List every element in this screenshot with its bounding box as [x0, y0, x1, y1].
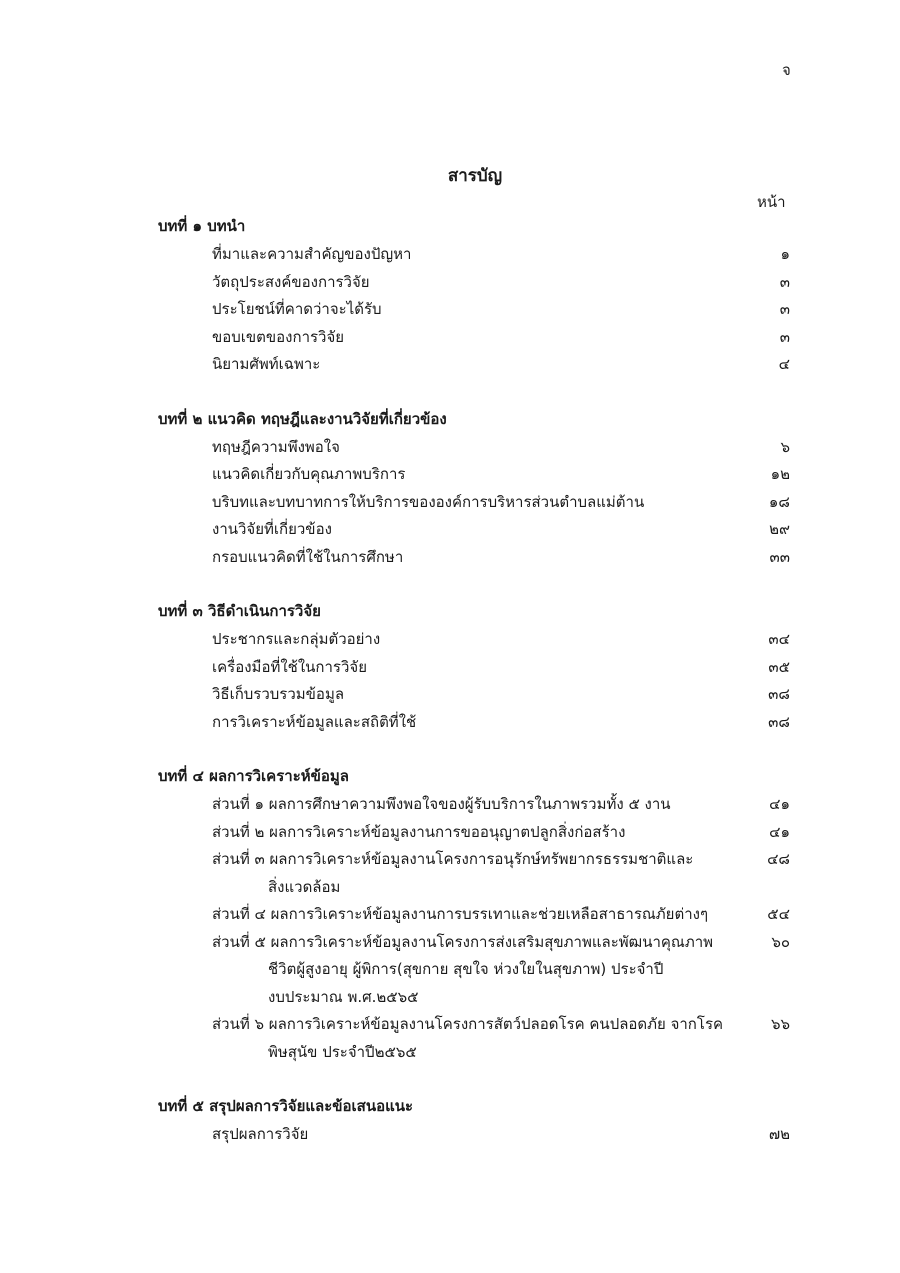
toc-entry-title	[212, 654, 730, 682]
toc-entry	[158, 1011, 790, 1066]
toc-entry-page: ๖๖	[770, 1015, 790, 1033]
chapter-heading: บทที่ ๒ แนวคิด ทฤษฎีและงานวิจัยที่เกี่ยวข้อง	[158, 409, 447, 428]
toc-entry-title	[212, 461, 730, 489]
toc-entry	[158, 296, 790, 324]
toc-entry	[158, 901, 790, 929]
toc-entry-line: งบประมาณ พ.ศ.๒๕๖๕	[268, 987, 419, 1006]
toc-entry	[158, 709, 790, 737]
toc-entry-page: ๗๒	[768, 1125, 790, 1143]
chapter-section	[158, 1093, 790, 1149]
chapter-heading: บทที่ ๕ สรุปผลการวิจัยและข้อเสนอแนะ	[158, 1097, 414, 1115]
page-number: จ	[782, 61, 791, 79]
chapter-heading: บทที่ ๓ วิธีดำเนินการวิจัย	[158, 602, 321, 620]
toc-entry-page: ๔๑	[769, 822, 790, 841]
toc-entry-line: ส่วนที่ ๔ ผลการวิเคราะห์ข้อมูลงานการบรรเทาและช่วยเหลือสาธารณภัยต่างๆ	[212, 905, 709, 923]
toc-entry-title	[212, 489, 730, 517]
toc-entry-title	[212, 791, 730, 819]
toc-entry-title	[212, 544, 730, 572]
toc-entry-line: ส่วนที่ ๑ ผลการศึกษาความพึงพอใจของผู้รับบริการในภาพรวมทั้ง ๕ งาน	[212, 795, 671, 813]
toc-entry-page: ๑๒	[770, 465, 790, 483]
toc-entry	[158, 681, 790, 709]
toc-entry-line: ประชากรและกลุ่มตัวอย่าง	[212, 630, 381, 648]
table-of-contents	[158, 213, 790, 1149]
toc-entry-title	[212, 296, 730, 324]
toc-entry-line: ขอบเขตของการวิจัย	[212, 327, 345, 346]
toc-entry-page: ๔	[778, 355, 790, 373]
toc-entry-title	[212, 681, 730, 709]
toc-entry-page: ๓	[779, 327, 790, 346]
toc-entry	[158, 489, 790, 517]
toc-entry-line: ที่มาและความสำคัญของปัญหา	[212, 245, 412, 263]
chapter-heading: บทที่ ๔ ผลการวิเคราะห์ข้อมูล	[158, 767, 349, 785]
toc-entry-title	[212, 846, 730, 901]
toc-entry-title	[212, 901, 730, 929]
toc-entry	[158, 846, 790, 901]
toc-entry	[158, 241, 790, 269]
page-column-label: หน้า	[757, 193, 786, 211]
toc-entry	[158, 461, 790, 489]
toc-entry-title	[212, 819, 730, 847]
toc-entry	[158, 819, 790, 847]
chapter-section	[158, 406, 790, 572]
toc-entry-line: ชีวิตผู้สูงอายุ ผู้พิการ(สุขกาย สุขใจ ห่วงใยในสุขภาพ) ประจำปี	[268, 960, 664, 978]
chapter-heading: บทที่ ๑ บทนำ	[158, 217, 246, 235]
toc-entry-line: เครื่องมือที่ใช้ในการวิจัย	[212, 657, 367, 676]
toc-entry	[158, 351, 790, 379]
toc-entry-page: ๓๓	[769, 547, 790, 566]
toc-entry-line: สรุปผลการวิจัย	[212, 1125, 309, 1143]
toc-entry-line: การวิเคราะห์ข้อมูลและสถิติที่ใช้	[212, 712, 417, 731]
toc-entry	[158, 1121, 790, 1149]
toc-entry	[158, 544, 790, 572]
toc-entry-page: ๕๔	[767, 905, 790, 923]
toc-entry-title	[212, 241, 730, 269]
toc-entry-line: นิยามศัพท์เฉพาะ	[212, 355, 321, 373]
toc-entry-title	[212, 351, 730, 379]
toc-entry-line: วิธีเก็บรวบรวมข้อมูล	[212, 685, 345, 703]
chapter-section	[158, 763, 790, 1066]
page-title: สารบัญ	[447, 166, 503, 186]
toc-entry-page: ๓๘	[768, 712, 790, 731]
toc-entry-title	[212, 626, 730, 654]
toc-entry-title	[212, 709, 730, 737]
toc-entry-title	[212, 269, 730, 297]
toc-entry-page: ๓๘	[768, 685, 790, 703]
toc-entry-line: บริบทและบทบาทการให้บริการขององค์การบริหารส่วนตำบลแม่ต้าน	[212, 492, 645, 511]
toc-entry-page: ๖	[780, 437, 790, 456]
toc-entry-page: ๖๐	[771, 932, 790, 951]
toc-entry-line: วัตถุประสงค์ของการวิจัย	[212, 272, 370, 291]
toc-entry-page: ๑	[780, 245, 790, 263]
toc-entry	[158, 269, 790, 297]
toc-entry-line: งานวิจัยที่เกี่ยวข้อง	[212, 520, 332, 538]
toc-entry-page: ๓	[779, 300, 790, 318]
toc-entry	[158, 516, 790, 544]
chapter-section	[158, 213, 790, 379]
toc-entry-line: แนวคิดเกี่ยวกับคุณภาพบริการ	[212, 465, 406, 483]
toc-entry	[158, 626, 790, 654]
toc-entry-page: ๓๔	[768, 630, 790, 648]
toc-entry-page: ๓๕	[768, 657, 790, 676]
toc-entry-line: ส่วนที่ ๒ ผลการวิเคราะห์ข้อมูลงานการขออนุญาตปลูกสิ่งก่อสร้าง	[212, 822, 626, 841]
toc-entry-line: สิ่งแวดล้อม	[268, 877, 341, 896]
chapter-section	[158, 598, 790, 736]
toc-entry-line: ส่วนที่ ๖ ผลการวิเคราะห์ข้อมูลงานโครงการสัตว์ปลอดโรค คนปลอดภัย จากโรค	[212, 1015, 724, 1033]
toc-entry-page: ๑๘	[768, 492, 790, 511]
toc-entry-line: พิษสุนัข ประจำปี๒๕๖๕	[268, 1042, 417, 1061]
toc-entry-title	[212, 1121, 730, 1149]
toc-entry-line: ส่วนที่ ๓ ผลการวิเคราะห์ข้อมูลงานโครงการอนุรักษ์ทรัพยากรธรรมชาติและ	[212, 850, 694, 868]
toc-entry-line: กรอบแนวคิดที่ใช้ในการศึกษา	[212, 547, 404, 566]
toc-entry-page: ๔๑	[769, 795, 790, 813]
toc-entry	[158, 791, 790, 819]
toc-entry-title	[212, 929, 730, 1012]
toc-entry-title	[212, 516, 730, 544]
toc-entry	[158, 654, 790, 682]
toc-entry-page: ๓	[779, 272, 790, 291]
toc-entry	[158, 929, 790, 1012]
toc-entry	[158, 324, 790, 352]
toc-entry-line: ส่วนที่ ๕ ผลการวิเคราะห์ข้อมูลงานโครงการส่งเสริมสุขภาพและพัฒนาคุณภาพ	[212, 932, 714, 951]
toc-entry-line: ประโยชน์ที่คาดว่าจะได้รับ	[212, 300, 382, 318]
toc-entry-title	[212, 434, 730, 462]
toc-entry-line: ทฤษฎีความพึงพอใจ	[212, 437, 340, 456]
toc-entry-page: ๔๘	[767, 850, 790, 868]
toc-entry	[158, 434, 790, 462]
toc-entry-title	[212, 1011, 730, 1066]
toc-entry-page: ๒๙	[769, 520, 790, 538]
toc-entry-title	[212, 324, 730, 352]
